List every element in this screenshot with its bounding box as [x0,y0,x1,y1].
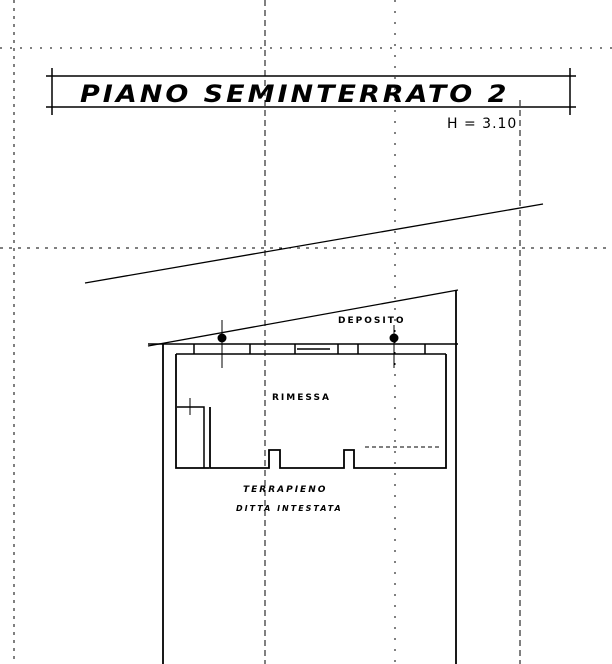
plan-title: PIANO SEMINTERRATO 2 [80,80,510,109]
building-boundary-line [148,290,458,346]
column-marker [218,334,226,342]
room-label-storage: DEPOSITO [338,316,406,326]
label-owner: DITTA INTESTATA [236,504,343,513]
room-label-garage: RIMESSA [272,393,331,403]
small-room-wall [177,407,204,468]
column-marker [390,334,398,342]
ceiling-height-note: H = 3.10 [447,116,518,132]
window-openings [194,344,425,354]
label-fill: TERRAPIENO [243,485,328,495]
garage-wall [210,354,446,468]
property-boundary-line [85,204,543,283]
